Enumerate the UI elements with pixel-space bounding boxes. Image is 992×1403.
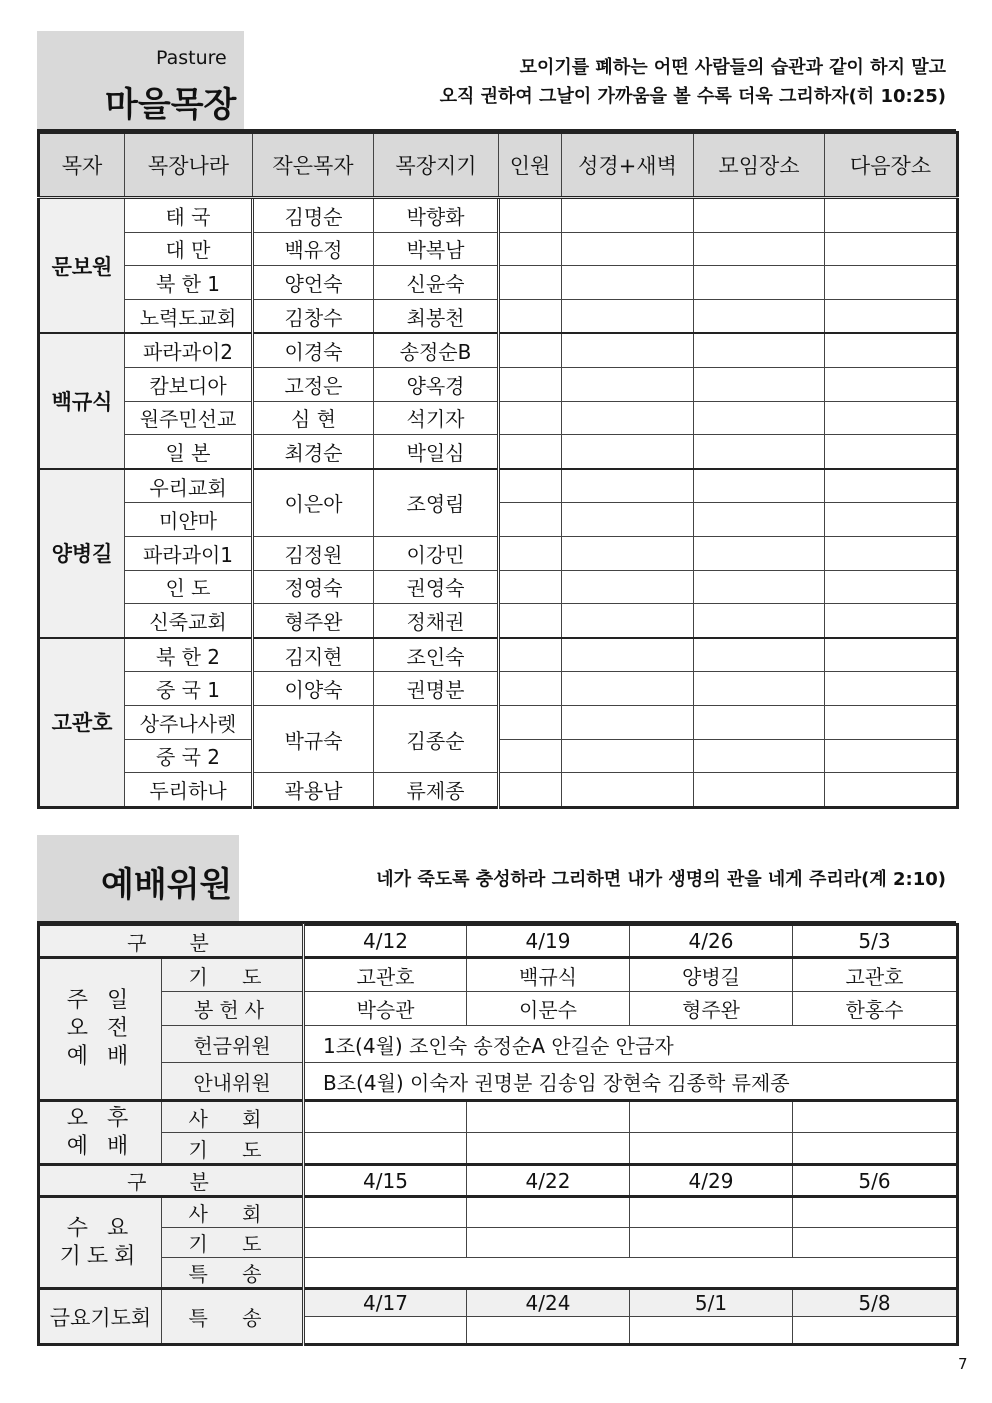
keeper-cell: 김종순 (374, 705, 499, 772)
keeper-cell: 박일심 (374, 435, 499, 469)
next-place-cell[interactable] (825, 232, 958, 266)
worship-header (37, 835, 956, 924)
next-place-cell[interactable] (825, 266, 958, 300)
attendance-cell[interactable] (499, 503, 562, 537)
shepherd-name: 양병길 (39, 469, 125, 638)
division-label: 구 분 (39, 925, 304, 958)
bible-dawn-cell[interactable] (562, 672, 694, 706)
bible-dawn-cell[interactable] (562, 570, 694, 604)
wednesday-prayer-row (39, 1228, 958, 1258)
keeper-cell: 신윤숙 (374, 266, 499, 300)
meeting-place-cell[interactable] (694, 604, 825, 638)
nation-cell: 인 도 (125, 570, 253, 604)
col-header-shepherd: 목자 (39, 133, 125, 198)
keeper-cell: 권영숙 (374, 570, 499, 604)
small-shepherd-cell: 이양숙 (253, 672, 374, 706)
sunday-date: 4/12 (304, 925, 467, 958)
meeting-place-cell[interactable] (694, 773, 825, 808)
worship-table (37, 923, 959, 1346)
division-label-2: 구 분 (39, 1165, 304, 1197)
attendance-cell[interactable] (499, 773, 562, 808)
small-shepherd-cell: 이은아 (253, 469, 374, 537)
small-shepherd-cell: 김지현 (253, 638, 374, 672)
nation-cell: 북 한 2 (125, 638, 253, 672)
offerer-cell: 형주완 (630, 992, 793, 1026)
bible-dawn-cell[interactable] (562, 773, 694, 808)
next-place-cell[interactable] (825, 367, 958, 401)
meeting-place-cell[interactable] (694, 401, 825, 435)
wednesday-special-label: 특 송 (162, 1258, 304, 1289)
friday-date: 5/8 (793, 1289, 958, 1317)
keeper-cell: 송정순B (374, 333, 499, 367)
meeting-place-cell[interactable] (694, 469, 825, 503)
next-place-cell[interactable] (825, 435, 958, 469)
offerer-cell: 이문수 (467, 992, 630, 1026)
pasture-verse-line2: 오직 권하여 그날이 가까움을 볼 수록 더욱 그리하자(히 10:25) (439, 86, 946, 107)
prayer-cell: 고관호 (793, 958, 958, 992)
worship-verse: 네가 죽도록 충성하라 그리하면 내가 생명의 관을 네게 주리라(계 2:10) (376, 869, 946, 890)
meeting-place-cell[interactable] (694, 536, 825, 570)
bible-dawn-cell[interactable] (562, 333, 694, 367)
wednesday-prayer-cell[interactable] (304, 1228, 467, 1258)
small-shepherd-cell: 곽용남 (253, 773, 374, 808)
sunday-date: 4/19 (467, 925, 630, 958)
nation-cell: 우리교회 (125, 469, 253, 503)
attendance-cell[interactable] (499, 266, 562, 300)
attendance-cell[interactable] (499, 536, 562, 570)
keeper-cell: 권명분 (374, 672, 499, 706)
bible-dawn-cell[interactable] (562, 705, 694, 739)
bible-dawn-cell[interactable] (562, 232, 694, 266)
attendance-cell[interactable] (499, 739, 562, 773)
attendance-cell[interactable] (499, 333, 562, 367)
table-row (39, 536, 958, 570)
nation-cell: 일 본 (125, 435, 253, 469)
meeting-place-cell[interactable] (694, 299, 825, 333)
keeper-cell: 석기자 (374, 401, 499, 435)
afternoon-host-label: 사 회 (162, 1101, 304, 1133)
nation-cell: 중 국 2 (125, 739, 253, 773)
small-shepherd-cell: 김명순 (253, 198, 374, 233)
table-row (39, 367, 958, 401)
offerer-row (39, 992, 958, 1026)
friday-date: 4/17 (304, 1289, 467, 1317)
pasture-english-title: Pasture (156, 47, 227, 69)
small-shepherd-cell: 고정은 (253, 367, 374, 401)
attendance-cell[interactable] (499, 401, 562, 435)
table-row (39, 469, 958, 503)
sunday-prayer-row (39, 958, 958, 992)
pasture-verse (440, 53, 946, 111)
attendance-cell[interactable] (499, 705, 562, 739)
prayer-label: 기 도 (162, 958, 304, 992)
bible-dawn-cell[interactable] (562, 503, 694, 537)
meeting-place-cell[interactable] (694, 333, 825, 367)
bible-dawn-cell[interactable] (562, 536, 694, 570)
small-shepherd-cell: 김창수 (253, 299, 374, 333)
meeting-place-cell[interactable] (694, 739, 825, 773)
small-shepherd-cell: 김정원 (253, 536, 374, 570)
col-header-small-shepherd: 작은목자 (253, 133, 374, 198)
table-row (39, 503, 958, 537)
prayer-cell: 백규식 (467, 958, 630, 992)
next-place-cell[interactable] (825, 672, 958, 706)
wednesday-prayer-cell[interactable] (630, 1228, 793, 1258)
keeper-cell: 최봉천 (374, 299, 499, 333)
wednesday-host-cell[interactable] (467, 1197, 630, 1228)
worship-title: 예배위원 (101, 865, 233, 905)
attendance-cell[interactable] (499, 672, 562, 706)
keeper-cell: 양옥경 (374, 367, 499, 401)
next-place-cell[interactable] (825, 333, 958, 367)
next-place-cell[interactable] (825, 638, 958, 672)
meeting-place-cell[interactable] (694, 198, 825, 233)
afternoon-prayer-row (39, 1133, 958, 1165)
nation-cell: 원주민선교 (125, 401, 253, 435)
friday-date: 5/1 (630, 1289, 793, 1317)
nation-cell: 태 국 (125, 198, 253, 233)
attendance-cell[interactable] (499, 367, 562, 401)
offering-committee-cell: 1조(4월) 조인숙 송정순A 안길순 안금자 (304, 1026, 958, 1063)
small-shepherd-cell: 이경숙 (253, 333, 374, 367)
sunday-service-label: 주 일 오 전 예 배 (39, 958, 162, 1101)
attendance-cell[interactable] (499, 638, 562, 672)
next-place-cell[interactable] (825, 570, 958, 604)
offerer-cell: 박승관 (304, 992, 467, 1026)
small-shepherd-cell: 형주완 (253, 604, 374, 638)
meeting-place-cell[interactable] (694, 672, 825, 706)
wednesday-date: 4/22 (467, 1165, 630, 1197)
friday-service-label: 금요기도회 (39, 1289, 162, 1345)
keeper-cell: 정채권 (374, 604, 499, 638)
shepherd-name: 문보원 (39, 198, 125, 334)
table-row (39, 739, 958, 773)
table-row (39, 401, 958, 435)
nation-cell: 파라과이1 (125, 536, 253, 570)
wednesday-host-cell[interactable] (304, 1197, 467, 1228)
offering-committee-label: 헌금위원 (162, 1026, 304, 1063)
meeting-place-cell[interactable] (694, 638, 825, 672)
afternoon-host-cell[interactable] (793, 1101, 958, 1133)
wednesday-special-cell[interactable] (304, 1258, 958, 1289)
wednesday-prayer-label: 기 도 (162, 1228, 304, 1258)
wednesday-host-label: 사 회 (162, 1197, 304, 1228)
wednesday-date: 4/15 (304, 1165, 467, 1197)
bible-dawn-cell[interactable] (562, 739, 694, 773)
keeper-cell: 조인숙 (374, 638, 499, 672)
next-place-cell[interactable] (825, 773, 958, 808)
nation-cell: 파라과이2 (125, 333, 253, 367)
bible-dawn-cell[interactable] (562, 266, 694, 300)
attendance-cell[interactable] (499, 299, 562, 333)
friday-special-cell[interactable] (467, 1317, 630, 1345)
col-header-next-place: 다음장소 (825, 133, 958, 198)
nation-cell: 미얀마 (125, 503, 253, 537)
afternoon-host-row (39, 1101, 958, 1133)
col-header-nation: 목장나라 (125, 133, 253, 198)
afternoon-prayer-cell[interactable] (467, 1133, 630, 1165)
table-row (39, 604, 958, 638)
table-row (39, 266, 958, 300)
nation-cell: 중 국 1 (125, 672, 253, 706)
afternoon-host-cell[interactable] (467, 1101, 630, 1133)
wednesday-prayer-cell[interactable] (467, 1228, 630, 1258)
wednesday-service-label: 수 요 기도회 (39, 1197, 162, 1289)
usher-row (39, 1063, 958, 1101)
bible-dawn-cell[interactable] (562, 435, 694, 469)
afternoon-prayer-cell[interactable] (793, 1133, 958, 1165)
table-row (39, 705, 958, 739)
bible-dawn-cell[interactable] (562, 604, 694, 638)
keeper-cell: 박복남 (374, 232, 499, 266)
col-header-keeper: 목장지기 (374, 133, 499, 198)
keeper-cell: 류제종 (374, 773, 499, 808)
bible-dawn-cell[interactable] (562, 367, 694, 401)
meeting-place-cell[interactable] (694, 266, 825, 300)
table-row (39, 198, 958, 233)
small-shepherd-cell: 백유정 (253, 232, 374, 266)
attendance-cell[interactable] (499, 570, 562, 604)
offerer-cell: 한홍수 (793, 992, 958, 1026)
col-header-bible-dawn: 성경+새벽 (562, 133, 694, 198)
friday-date: 4/24 (467, 1289, 630, 1317)
meeting-place-cell[interactable] (694, 232, 825, 266)
small-shepherd-cell: 박규숙 (253, 705, 374, 772)
col-header-meeting-place: 모임장소 (694, 133, 825, 198)
next-place-cell[interactable] (825, 198, 958, 233)
next-place-cell[interactable] (825, 536, 958, 570)
shepherd-name: 백규식 (39, 333, 125, 468)
table-row (39, 232, 958, 266)
offerer-label: 봉헌사 (162, 992, 304, 1026)
wednesday-host-cell[interactable] (630, 1197, 793, 1228)
wednesday-date: 5/6 (793, 1165, 958, 1197)
meeting-place-cell[interactable] (694, 367, 825, 401)
next-place-cell[interactable] (825, 401, 958, 435)
keeper-cell: 이강민 (374, 536, 499, 570)
bible-dawn-cell[interactable] (562, 299, 694, 333)
meeting-place-cell[interactable] (694, 435, 825, 469)
wednesday-date-row (39, 1165, 958, 1197)
nation-cell: 노력도교회 (125, 299, 253, 333)
afternoon-service-label: 오 후 예 배 (39, 1101, 162, 1165)
usher-label: 안내위원 (162, 1063, 304, 1101)
small-shepherd-cell: 양언숙 (253, 266, 374, 300)
prayer-cell: 고관호 (304, 958, 467, 992)
table-row (39, 435, 958, 469)
small-shepherd-cell: 심 현 (253, 401, 374, 435)
table-row (39, 299, 958, 333)
afternoon-prayer-cell[interactable] (304, 1133, 467, 1165)
pasture-title: 마을목장 (105, 85, 237, 125)
table-row (39, 672, 958, 706)
nation-cell: 상주나사렛 (125, 705, 253, 739)
meeting-place-cell[interactable] (694, 570, 825, 604)
sunday-date: 5/3 (793, 925, 958, 958)
afternoon-host-cell[interactable] (630, 1101, 793, 1133)
bible-dawn-cell[interactable] (562, 638, 694, 672)
small-shepherd-cell: 최경순 (253, 435, 374, 469)
table-row (39, 333, 958, 367)
offering-committee-row (39, 1026, 958, 1063)
afternoon-prayer-cell[interactable] (630, 1133, 793, 1165)
pasture-verse-line1: 모이기를 폐하는 어떤 사람들의 습관과 같이 하지 말고 (519, 57, 946, 78)
bible-dawn-cell[interactable] (562, 469, 694, 503)
usher-cell: B조(4월) 이숙자 권명분 김송임 장현숙 김종학 류제종 (304, 1063, 958, 1101)
table-row (39, 570, 958, 604)
small-shepherd-cell: 정영숙 (253, 570, 374, 604)
keeper-cell: 조영림 (374, 469, 499, 537)
keeper-cell: 박향화 (374, 198, 499, 233)
pasture-table (37, 131, 959, 809)
meeting-place-cell[interactable] (694, 705, 825, 739)
sunday-date: 4/26 (630, 925, 793, 958)
table-row (39, 773, 958, 808)
nation-cell: 대 만 (125, 232, 253, 266)
page-number: 7 (958, 1355, 968, 1373)
friday-special-cell[interactable] (630, 1317, 793, 1345)
friday-date-row (39, 1289, 958, 1317)
attendance-cell[interactable] (499, 469, 562, 503)
nation-cell: 캄보디아 (125, 367, 253, 401)
afternoon-prayer-label: 기 도 (162, 1133, 304, 1165)
wednesday-prayer-cell[interactable] (793, 1228, 958, 1258)
table-row (39, 638, 958, 672)
pasture-header-row (39, 133, 958, 198)
attendance-cell[interactable] (499, 232, 562, 266)
friday-special-label: 특 송 (162, 1289, 304, 1345)
nation-cell: 신죽교회 (125, 604, 253, 638)
wednesday-date: 4/29 (630, 1165, 793, 1197)
wednesday-special-row (39, 1258, 958, 1289)
next-place-cell[interactable] (825, 503, 958, 537)
sunday-date-row (39, 925, 958, 958)
wednesday-host-cell[interactable] (793, 1197, 958, 1228)
nation-cell: 두리하나 (125, 773, 253, 808)
friday-special-cell[interactable] (304, 1317, 467, 1345)
bible-dawn-cell[interactable] (562, 198, 694, 233)
meeting-place-cell[interactable] (694, 503, 825, 537)
prayer-cell: 양병길 (630, 958, 793, 992)
next-place-cell[interactable] (825, 299, 958, 333)
next-place-cell[interactable] (825, 604, 958, 638)
attendance-cell[interactable] (499, 435, 562, 469)
col-header-attendance: 인원 (499, 133, 562, 198)
attendance-cell[interactable] (499, 198, 562, 233)
next-place-cell[interactable] (825, 739, 958, 773)
friday-special-cell[interactable] (793, 1317, 958, 1345)
attendance-cell[interactable] (499, 604, 562, 638)
next-place-cell[interactable] (825, 705, 958, 739)
wednesday-host-row (39, 1197, 958, 1228)
shepherd-name: 고관호 (39, 638, 125, 807)
afternoon-host-cell[interactable] (304, 1101, 467, 1133)
bible-dawn-cell[interactable] (562, 401, 694, 435)
nation-cell: 북 한 1 (125, 266, 253, 300)
next-place-cell[interactable] (825, 469, 958, 503)
pasture-header (37, 31, 956, 132)
